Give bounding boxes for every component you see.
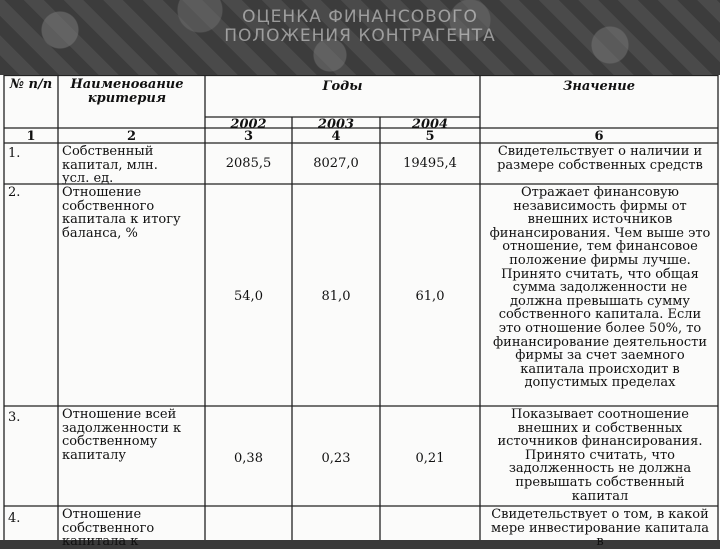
column-number-4: 4 [331, 130, 341, 144]
row-4-meaning: Свидетельствует о том, в какой мере инвестирование капитала в [491, 508, 709, 549]
column-number-6: 6 [594, 130, 604, 144]
row-1-criterion: Собственный капитал, млн. усл. ед. [62, 145, 158, 186]
row-4-number: 4. [8, 512, 21, 526]
row-3-value-2002: 0,38 [234, 452, 263, 466]
row-2-number: 2. [8, 186, 21, 200]
row-4-criterion: Отношение собственного капитала к [62, 508, 155, 549]
row-3-value-2003: 0,23 [321, 452, 351, 466]
title-line-1: ОЦЕНКА ФИНАНСОВОГО [242, 7, 478, 27]
header-number: № п/п [9, 78, 53, 92]
row-3-value-2004: 0,21 [415, 452, 445, 466]
row-2-meaning: Отражает финансовую независимость фирмы от внешних источников финансирования. Чем выше это отношение, тем финансовое положение фирмы лучше. Принято считать, что общая сумма задолженности не должна превышать сумму собственного капитала. Если это отношение более 50%, то финансирование деятельности фирмы за счет заемного капитала происходит в допустимых пределах [489, 186, 711, 390]
row-3-number: 3. [8, 411, 21, 425]
slide-title [0, 8, 720, 46]
criteria-table [0, 75, 720, 549]
row-2-criterion: Отношение собственного капитала к итогу баланса, % [62, 186, 181, 241]
header-year-2003: 2003 [317, 118, 355, 132]
row-2-value-2004: 61,0 [415, 290, 445, 304]
column-number-2: 2 [126, 130, 137, 144]
slide-header [0, 0, 720, 75]
column-number-3: 3 [243, 130, 254, 144]
column-number-5: 5 [425, 130, 435, 144]
row-3-criterion: Отношение всей задолженности к собственному капиталу [62, 408, 182, 463]
row-1-value-2004: 19495,4 [403, 157, 457, 171]
header-years: Годы [322, 80, 363, 94]
header-year-2002: 2002 [230, 118, 267, 132]
row-1-value-2002: 2085,5 [225, 157, 272, 171]
header-meaning: Значение [562, 80, 636, 94]
header-year-2004: 2004 [411, 118, 449, 132]
row-1-meaning: Свидетельствует о наличии и размере собственных средств [497, 145, 703, 173]
row-1-number: 1. [8, 147, 21, 161]
column-number-1: 1 [26, 130, 36, 144]
title-line-2: ПОЛОЖЕНИЯ КОНТРАГЕНТА [224, 26, 496, 46]
row-2-value-2003: 81,0 [321, 290, 351, 304]
row-2-value-2002: 54,0 [234, 290, 263, 304]
row-3-meaning: Показывает соотношение внешних и собственных источников финансирования. Принято считать, что задолженность не должна превышать собственный капитал [497, 408, 703, 504]
header-criterion-name: Наименование критерия [70, 78, 184, 106]
row-1-value-2003: 8027,0 [313, 157, 359, 171]
